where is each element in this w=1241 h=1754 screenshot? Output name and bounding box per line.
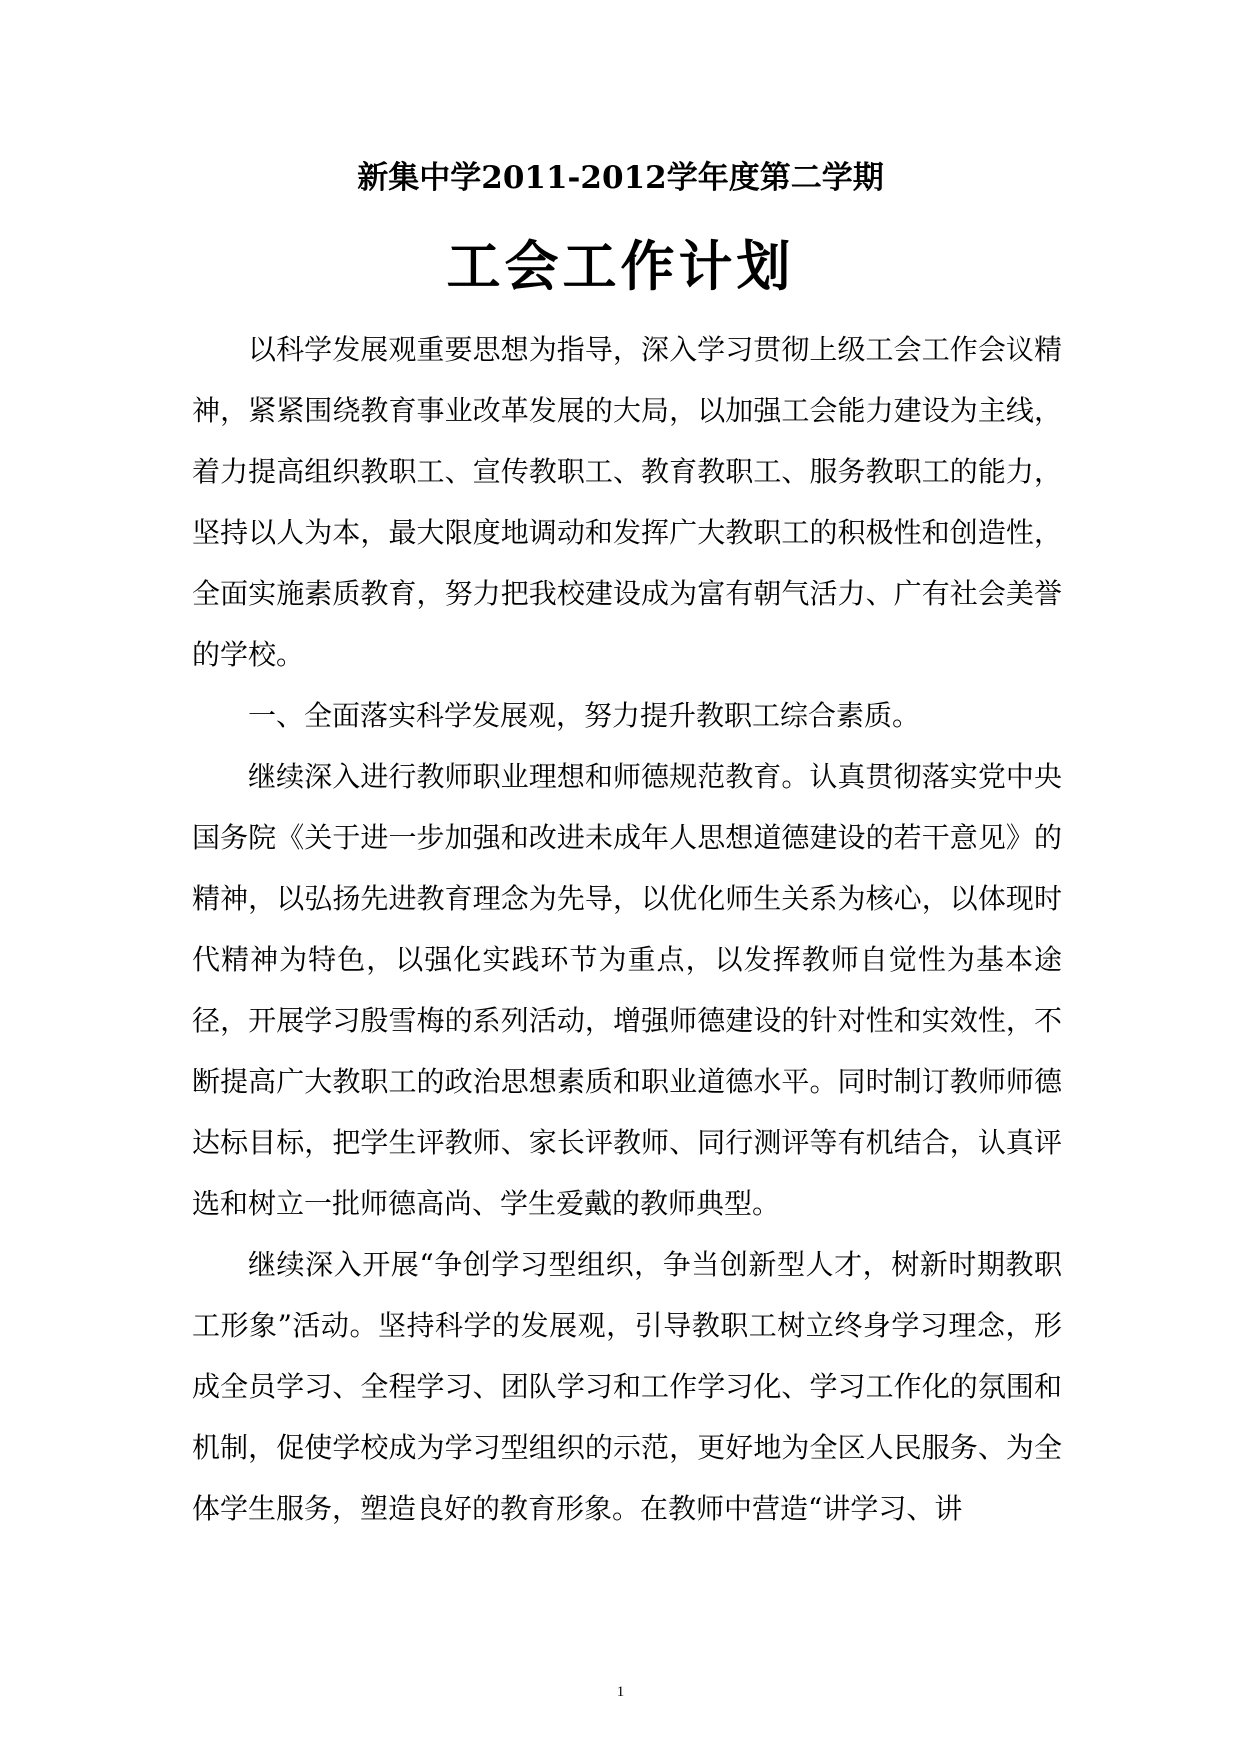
section-heading-1: 一、全面落实科学发展观，努力提升教职工综合素质。: [248, 699, 921, 732]
page-number: 1: [616, 1684, 625, 1700]
document-subtitle: 新集中学2011-2012学年度第二学期: [357, 160, 884, 196]
document-title: 工会工作计划: [446, 235, 795, 298]
paragraph-learning-organization: 继续深入开展“争创学习型组织，争当创新型人才，树新时期教职工形象”活动。坚持科学的发展观，引导教职工树立终身学习理念，形成全员学习、全程学习、团队学习和工作学习化、学习工作化的氛围和机制，促使学校成为学习型组织的示范，更好地为全区人民服务、为全体学生服务，塑造良好的教育形象。在教师中营造“讲学习、讲: [192, 1248, 1062, 1525]
paragraph-intro: 以科学发展观重要思想为指导，深入学习贯彻上级工会工作会议精神，紧紧围绕教育事业改革发展的大局，以加强工会能力建设为主线，着力提高组织教职工、宣传教职工、教育教职工、服务教职工的能力，坚持以人为本，最大限度地调动和发挥广大教职工的积极性和创造性，全面实施素质教育，努力把我校建设成为富有朝气活力、广有社会美誉的学校。: [192, 333, 1062, 671]
paragraph-ethics-education: 继续深入进行教师职业理想和师德规范教育。认真贯彻落实党中央国务院《关于进一步加强和改进未成年人思想道德建设的若干意见》的精神，以弘扬先进教育理念为先导，以优化师生关系为核心，以体现时代精神为特色，以强化实践环节为重点，以发挥教师自觉性为基本途径，开展学习殷雪梅的系列活动，增强师德建设的针对性和实效性，不断提高广大教职工的政治思想素质和职业道德水平。同时制订教师师德达标目标，把学生评教师、家长评教师、同行测评等有机结合，认真评选和树立一批师德高尚、学生爱戴的教师典型。: [192, 760, 1062, 1220]
document-body: [192, 319, 1062, 1539]
